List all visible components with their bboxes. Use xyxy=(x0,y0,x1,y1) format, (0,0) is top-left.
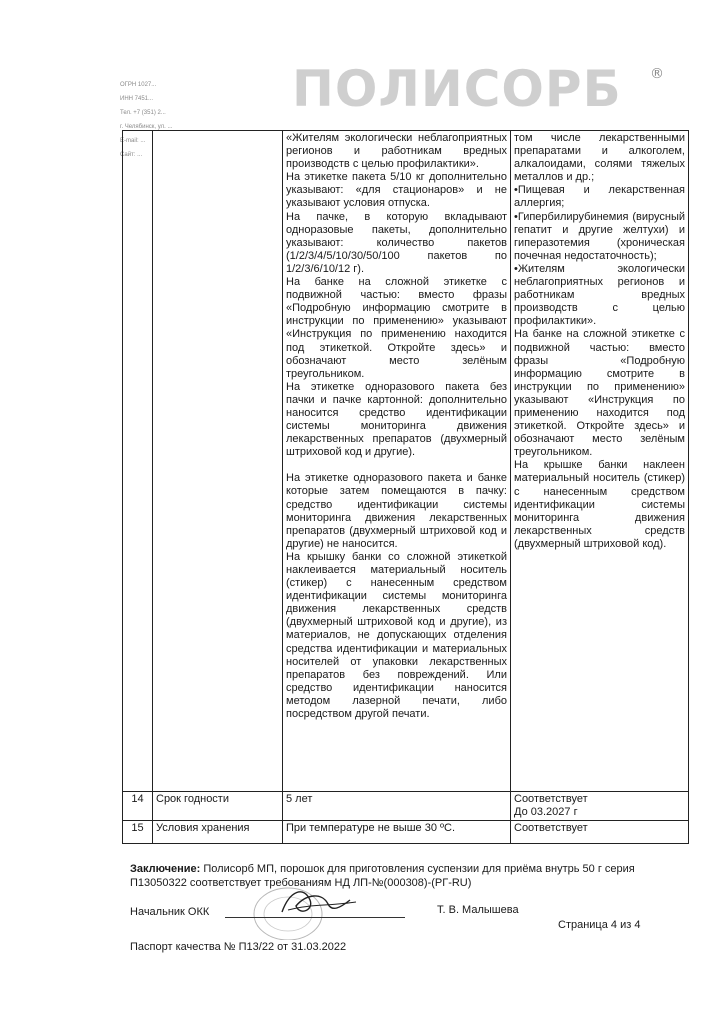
table-row-storage xyxy=(123,821,689,844)
result-line: Соответствует xyxy=(514,822,588,835)
specification-table xyxy=(122,130,689,844)
result-paragraph: На крышке банки наклеен материальный носитель (стикер) с нанесенным средством идентификации системы мониторинга движения лекарственных средств (двухмерный штриховой код). xyxy=(514,459,685,550)
result-line: До 03.2027 г xyxy=(514,806,578,819)
requirement-paragraph: На банке на сложной этикетке с подвижной частью: вместо фразы «Подробную информацию смотрите в инструкции по применению» указывают «Инструкция по применению находится под этикеткой. Откройте здесь» и обозначают место зелёным треугольником. xyxy=(286,276,507,380)
passport-number: Паспорт качества № П13/22 от 31.03.2022 xyxy=(130,941,347,953)
result-paragraph: •Пищевая и лекарственная аллергия; xyxy=(514,184,685,210)
row-number-cell: 14 xyxy=(123,792,153,821)
result-paragraph: •Жителям экологически неблагоприятных регионов и работникам вредных производств с целью профилактики». xyxy=(514,262,685,328)
result-paragraph: •Гипербилирубинемия (вирусный гепатит и другие желтухи) и гиперазотемия (хроническая почечная недостаточность); xyxy=(514,210,685,262)
requirement-paragraph: На пачке, в которую вкладывают одноразовые пакеты, дополнительно указывают: количество пакетов (1/2/3/4/5/10/30/50/100 пакетов по 1/2/3/6/10/12 г). xyxy=(286,210,507,275)
company-logo: ПОЛИСОРБ xyxy=(292,60,622,118)
table-row-continuation xyxy=(123,131,689,792)
requirement-paragraph: На крышку банки со сложной этикеткой наклеивается материальный носитель (стикер) с нанесенным средством идентификации системы мониторинга движения лекарственных средств (двухмерный штриховой код и другие), из материалов, не допускающих отделения средства идентификации и материальных носителей от упаковки лекарственных препаратов без повреждений. Или средство идентификации наносится методом лазерной печати, либо посредством другой печати. xyxy=(286,550,507,721)
requirement-paragraph: На этикетке одноразового пакета и банке которые затем помещаются в пачку: средство идентификации системы мониторинга движения лекарственных препаратов (двухмерный штриховой код и другие) не наносится. xyxy=(286,472,507,550)
parameter-cell: Срок годности xyxy=(153,792,283,821)
address-line: ИНН 7451... xyxy=(120,96,153,102)
address-line: г. Челябинск, ул. ... xyxy=(120,124,173,130)
parameter-cell xyxy=(153,131,283,792)
requirement-paragraph: На этикетке пакета 5/10 кг дополнительно указывают: «для стационаров» и не указывают условия отпуска. xyxy=(286,171,507,210)
registered-mark: ® xyxy=(650,66,664,82)
requirement-paragraph: На этикетке одноразового пакета без пачки и пачке картонной: дополнительно наносится средство идентификации системы мониторинга движения лекарственных препаратов (двухмерный штриховой код и другие). xyxy=(286,380,507,459)
parameter-cell: Условия хранения xyxy=(153,821,283,844)
address-line: ОГРН 1027... xyxy=(120,82,157,88)
requirement-cell: 5 лет xyxy=(283,792,511,821)
signature-line xyxy=(225,917,405,918)
requirement-cell xyxy=(283,131,511,792)
result-paragraph: том числе лекарственными препаратами и алкоголем, алкалоидами, солями тяжелых металлов и др.; xyxy=(514,132,685,184)
address-line: Тел. +7 (351) 2... xyxy=(120,110,166,116)
result-line: Соответствует xyxy=(514,793,588,805)
head-label: Начальник ОКК xyxy=(130,906,210,918)
result-cell xyxy=(511,792,689,821)
conclusion-label: Заключение: xyxy=(130,863,201,875)
result-cell xyxy=(511,821,689,844)
result-paragraph: На банке на сложной этикетке с подвижной частью: вместо фразы «Подробную информацию смотрите в инструкции по применению» указывают «Инструкция по применению находится под этикеткой. Откройте здесь» и обозначают место зелёным треугольником. xyxy=(514,328,685,459)
conclusion-text: Полисорб МП, порошок для приготовления суспензии для приёма внутрь 50 г серия П13050322 соответствует требованиям НД ЛП-№(000308)-(РГ-RU) xyxy=(130,863,635,889)
handwritten-signature xyxy=(270,882,360,922)
head-name: Т. В. Малышева xyxy=(437,904,519,916)
paragraph-spacer xyxy=(286,459,507,472)
table-row-shelf-life xyxy=(123,792,689,821)
page-number: Страница 4 из 4 xyxy=(558,919,641,931)
result-cell xyxy=(511,131,689,792)
requirement-paragraph: «Жителям экологически неблагоприятных регионов и работникам вредных производств с целью профилактики». xyxy=(286,132,507,171)
conclusion xyxy=(130,862,690,890)
address-line: Сайт: ... xyxy=(120,152,143,158)
row-number-cell xyxy=(123,131,153,792)
row-number-cell: 15 xyxy=(123,821,153,844)
address-line: E-mail: ... xyxy=(120,138,146,144)
requirement-cell: При температуре не выше 30 ºС. xyxy=(283,821,511,844)
